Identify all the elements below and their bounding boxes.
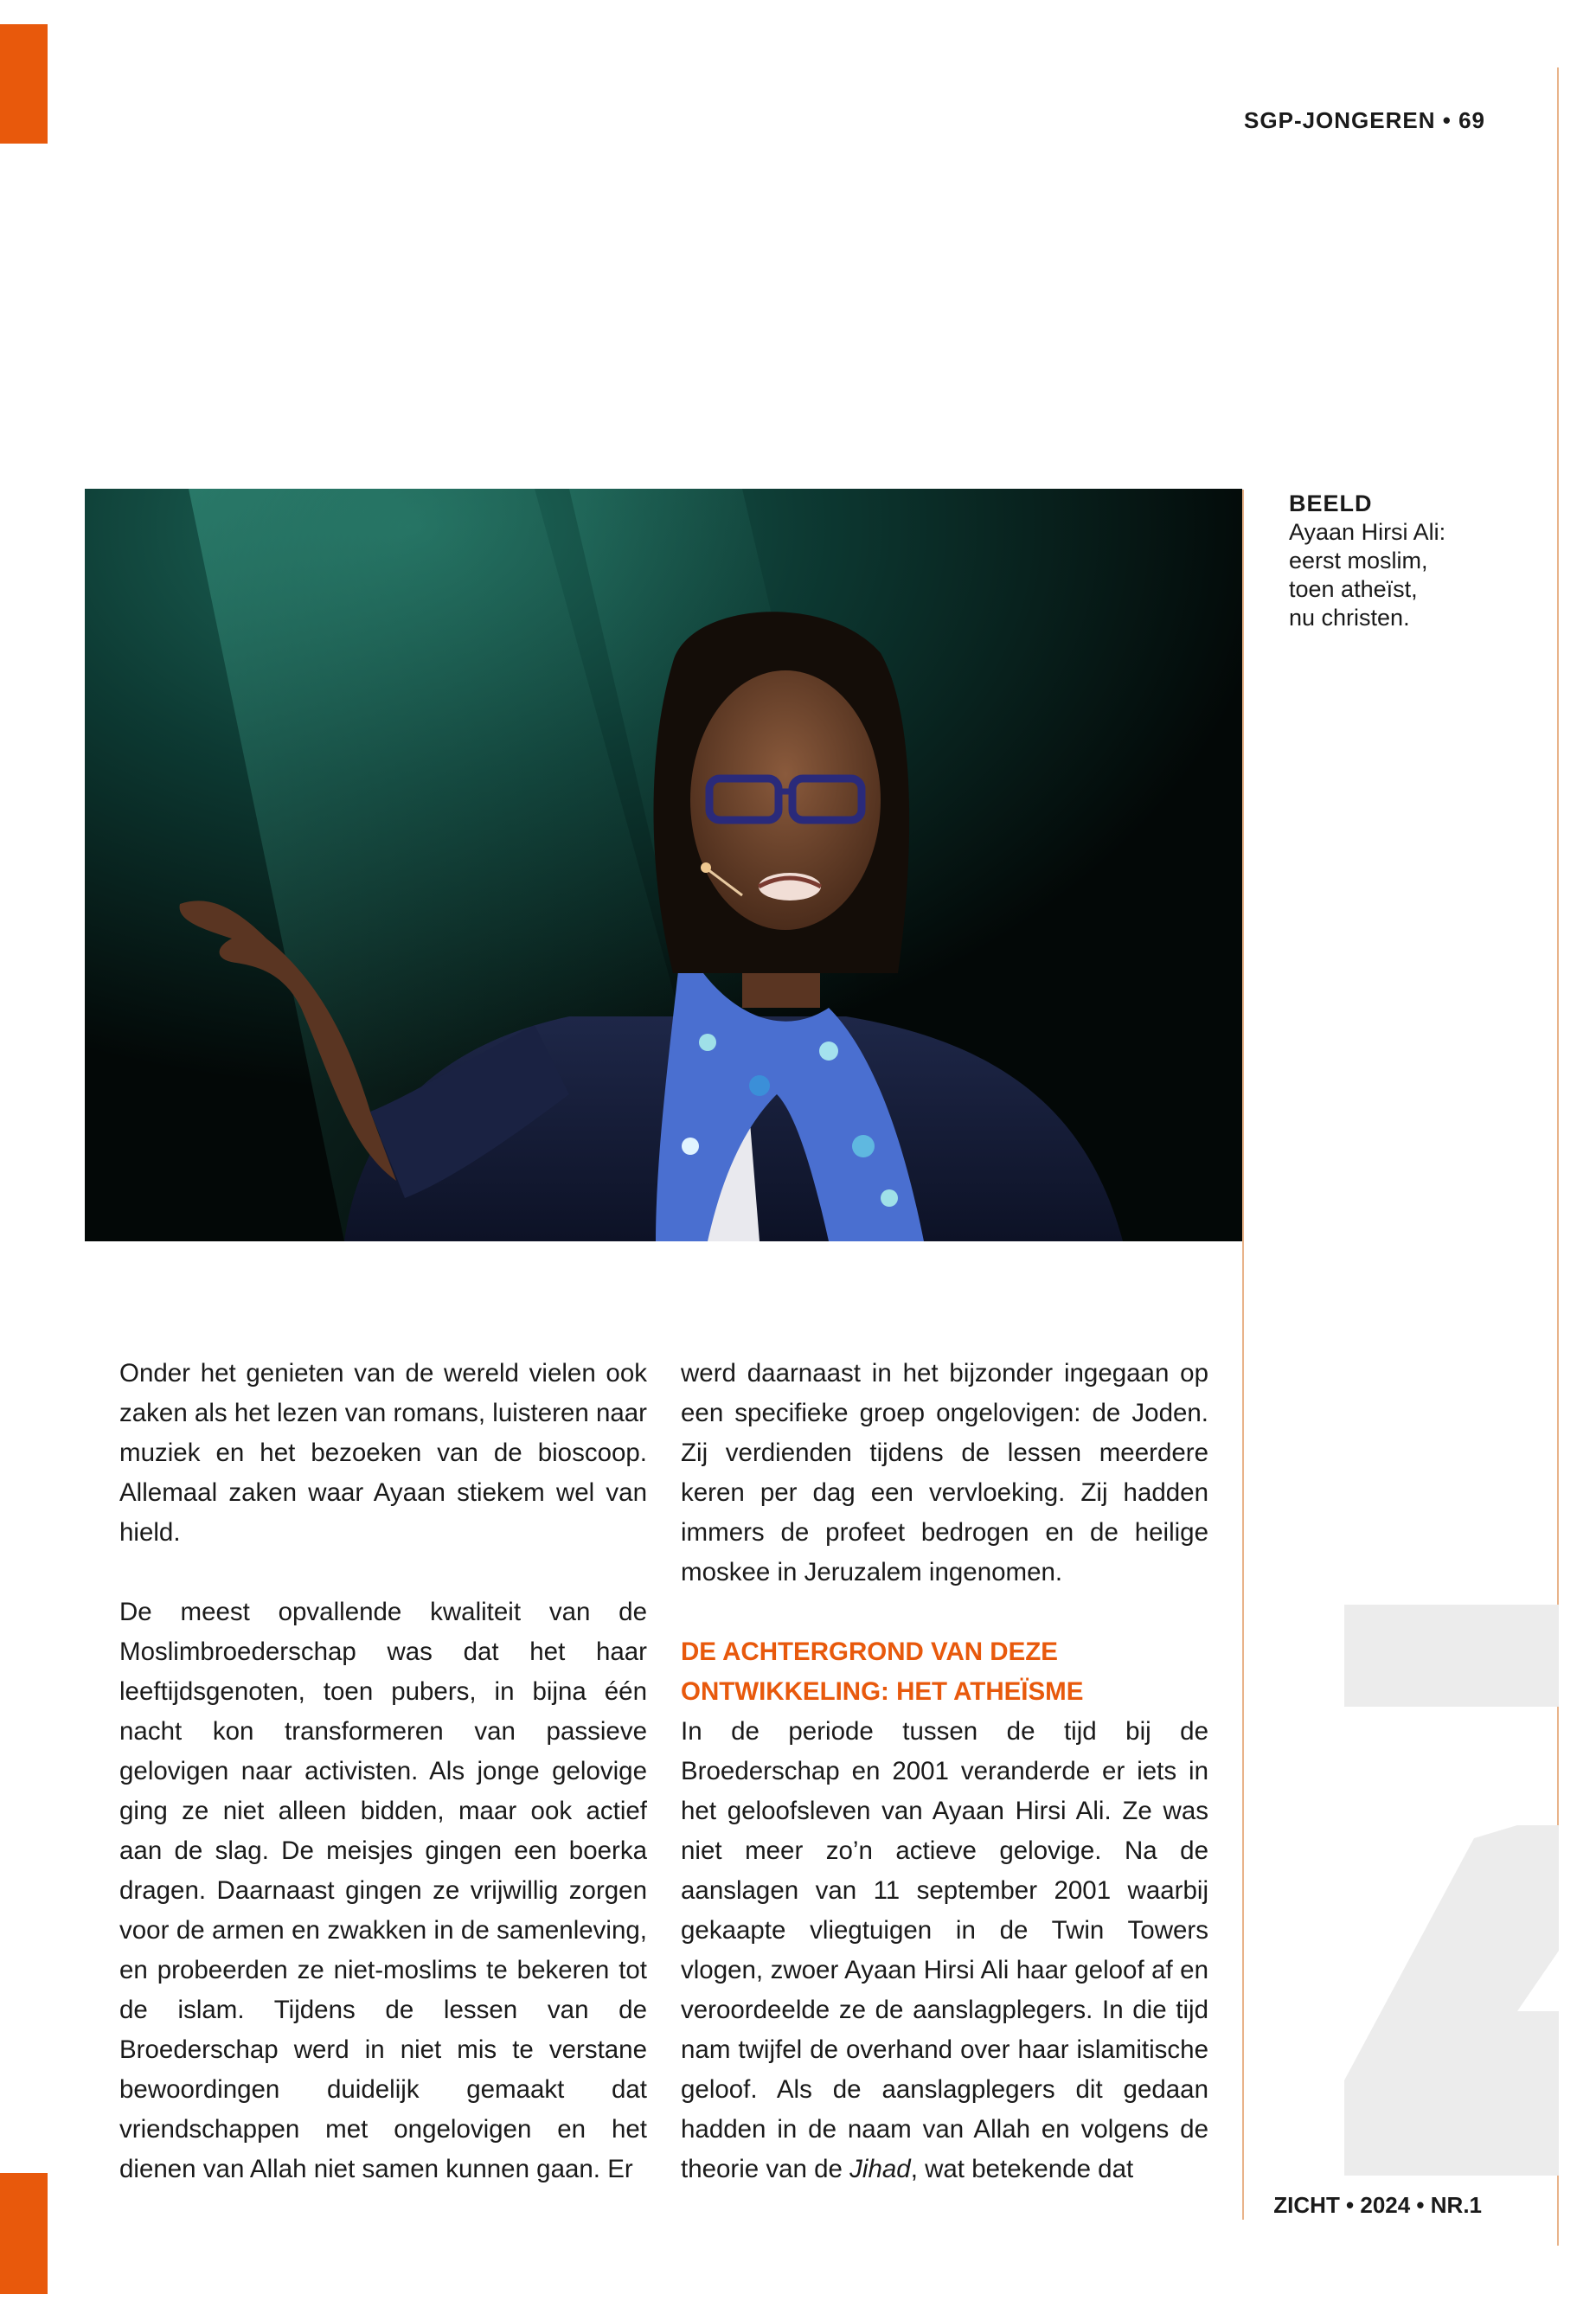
caption-label: BEELD — [1289, 490, 1373, 516]
section-subheading: DE ACHTERGROND VAN DEZE ONTWIKKELING: HET ATHEÏSME — [681, 1638, 1084, 1706]
orange-edge-tab-bottom — [0, 2173, 48, 2294]
article-column-right — [681, 1354, 1208, 2189]
paragraph: Onder het genieten van de wereld vielen ook zaken als het lezen van romans, luisteren naar muziek en het bezoeken van de bioscoop. Allemaal zaken waar Ayaan stiekem wel van hield. — [119, 1359, 648, 1547]
portrait-photo — [85, 489, 1242, 1241]
paragraph: werd daarnaast in het bijzonder ingegaan op een specifieke groep ongelovigen: de Joden. Zij verdienden tijdens de lessen meerdere keren per dag een vervloeking. Zij hadden immers de profeet bedrogen en de heilige moskee in Jeruzalem ingenomen. — [681, 1359, 1208, 1586]
paragraph-text: In de periode tussen de tijd bij de Broederschap en 2001 veranderde er iets in het geloofsleven van Ayaan Hirsi Ali. Ze was niet meer zo’n actieve gelovige. Na de aanslagen van 11 september 2001 waarbij gekaapte vliegtuigen in de Twin Towers vlogen, zwoer Ayaan Hirsi Ali haar geloof af en veroordeelde ze de aanslagplegers. In die tijd nam twijfel de overhand over haar islamitische geloof. Als de aanslagplegers dit gedaan hadden in de naam van Allah en volgens de theorie van de — [681, 1717, 1208, 2183]
running-foot: ZICHT • 2024 • NR.1 — [1273, 2192, 1482, 2218]
paragraph-emphasis: Jihad — [849, 2155, 911, 2183]
decorative-z-graphic — [1344, 1605, 1559, 2176]
paragraph — [681, 1712, 1208, 2189]
photo-column-rule — [1242, 490, 1244, 2220]
caption-text: Ayaan Hirsi Ali: eerst moslim, toen atheïst, nu christen. — [1289, 519, 1446, 631]
orange-edge-tab-top — [0, 24, 48, 144]
paragraph-text: , wat betekende dat — [910, 2155, 1134, 2183]
article-column-left — [119, 1354, 647, 2189]
paragraph: De meest opvallende kwaliteit van de Moslimbroederschap was dat het haar leeftijdsgenoten, toen pubers, in bijna één nacht kon transformeren van passieve gelovigen naar activisten. Als jonge gelovige ging ze niet alleen bidden, maar ook actief aan de slag. De meisjes gingen een boerka dragen. Daarnaast gingen ze vrijwillig zorgen voor de armen en zwakken in de samenleving, en probeerden ze niet-moslims te bekeren tot de islam. Tijdens de lessen van de Broederschap werd in niet mis te verstane bewoordingen duidelijk gemaakt dat vriendschappen met ongelovigen en het dienen van Allah niet samen kunnen gaan. Er — [119, 1598, 647, 2183]
photo-caption — [1289, 490, 1497, 632]
running-head: SGP-JONGEREN • 69 — [1244, 107, 1485, 133]
